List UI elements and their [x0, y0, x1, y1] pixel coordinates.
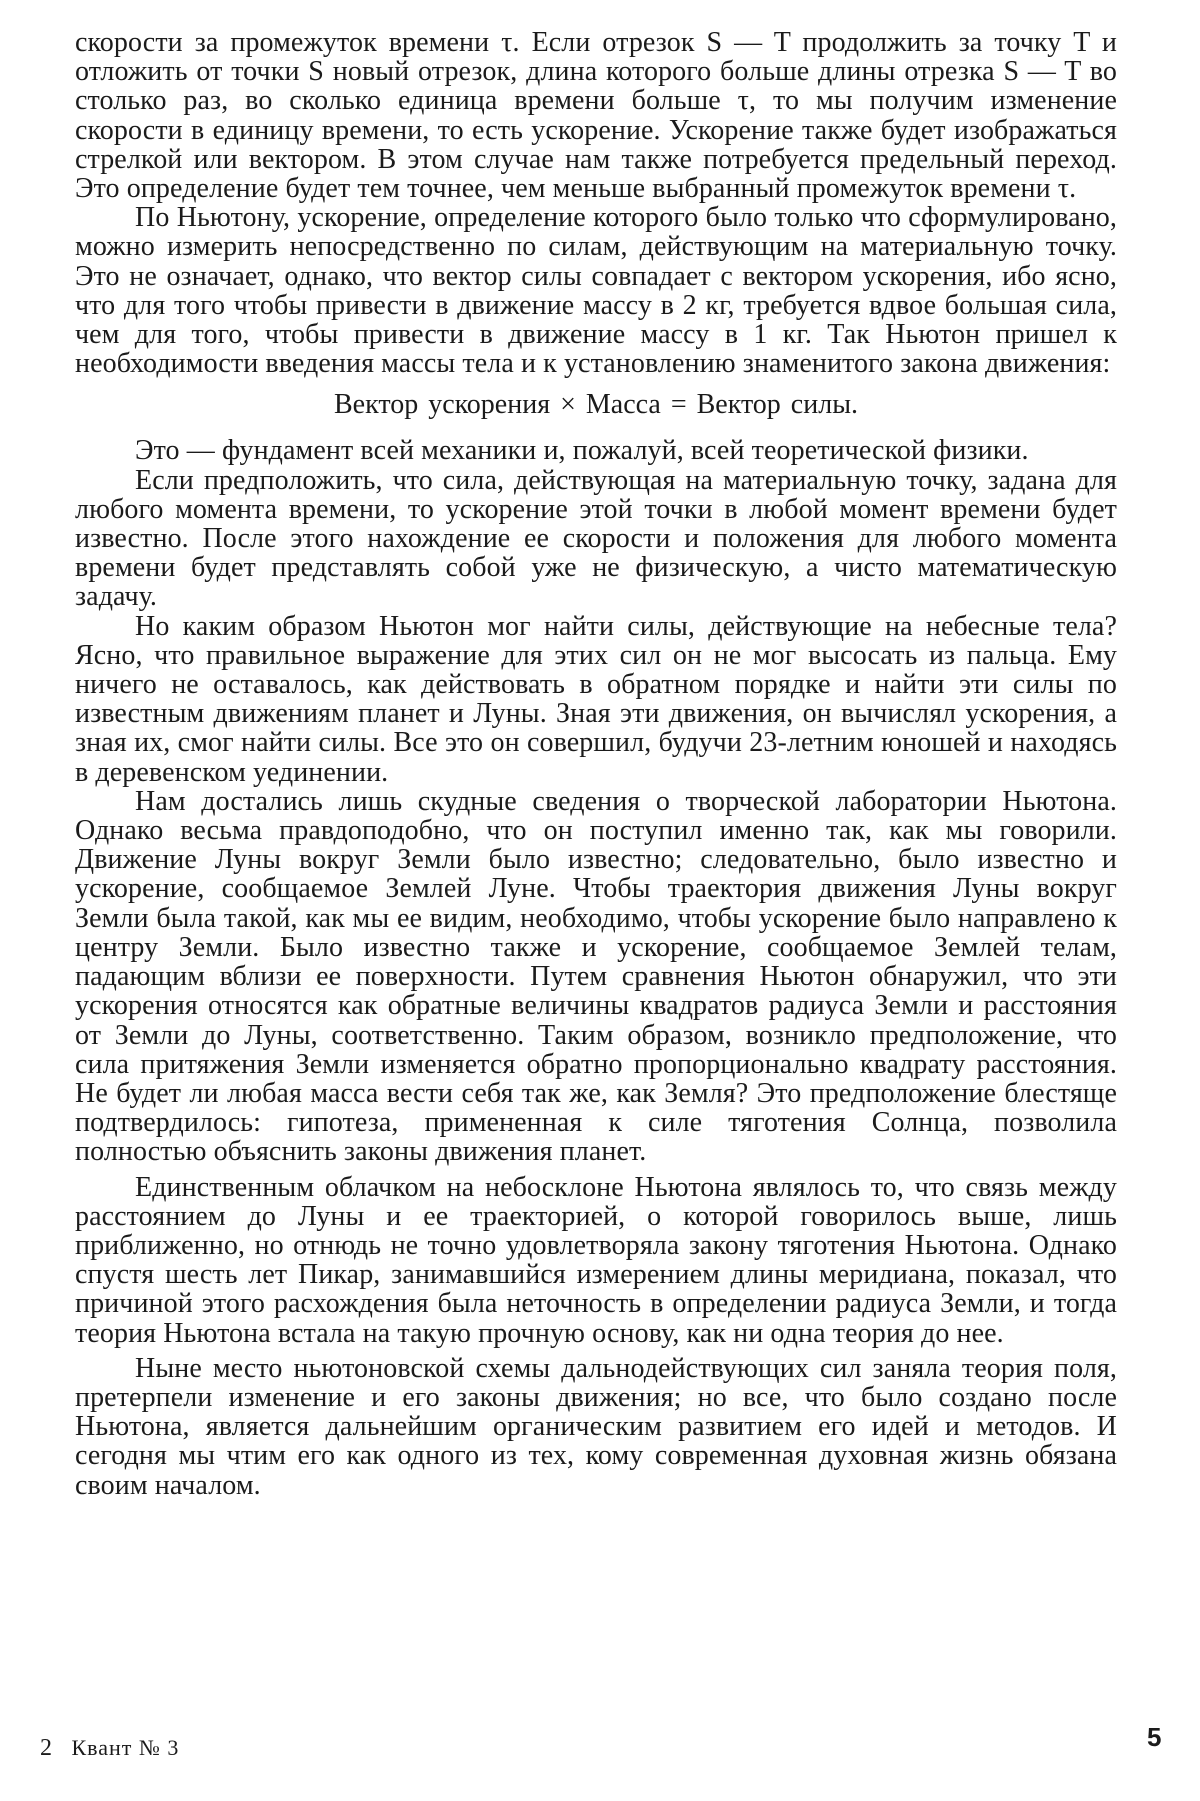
- formula-law-of-motion: Вектор ускорения × Масса = Вектор силы.: [333, 389, 859, 421]
- page-number: 5: [1147, 1722, 1162, 1752]
- paragraph-1: скорости за промежуток времени τ. Если отрезок S — T продолжить за точку T и отложить от точки S новый отрезок, длина которого больше длины отрезка S — T во столько раз, во сколько единица времени больше τ, то мы получим изменение скорости в единицу времени, то есть ускорение. Ускорение также будет изображаться стрелкой или вектором. В этом случае нам также потребуется предельный переход. Это определение будет тем точнее, чем меньше выбранный промежуток времени τ.: [75, 27, 1117, 205]
- paragraph-4: Если предположить, что сила, действующая на материальную точку, задана для любого момента времени, то ускорение этой точки в любой момент времени будет известно. После этого нахождение ее скорости и положения для любого момента времени будет представлять собой уже не физическую, а чисто математическую задачу.: [75, 464, 1117, 613]
- page-body: [75, 28, 1117, 1500]
- paragraph-2: По Ньютону, ускорение, определение которого было только что сформулировано, можно измерить непосредственно по силам, действующим на материальную точку. Это не означает, однако, что вектор силы совпадает с вектором ускорения, ибо ясно, что для того чтобы привести в движение массу в 2 кг, требуется вдвое большая сила, чем для того, чтобы привести в движение массу в 1 кг. Так Ньютон пришел к необходимости введения массы тела и к установлению знаменитого закона движения:: [75, 202, 1117, 380]
- signature-number: 2: [40, 1735, 52, 1761]
- paragraph-3: Это — фундамент всей механики и, пожалуй, всей теоретической физики.: [135, 435, 1029, 467]
- signature-text: Квант № 3: [71, 1735, 180, 1760]
- paragraph-6: Нам достались лишь скудные сведения о творческой лаборатории Ньютона. Однако весьма правдоподобно, что он поступил именно так, как мы говорили. Движение Луны вокруг Земли было известно; следовательно, было известно и ускорение, сообщаемое Землей Луне. Чтобы траектория движения Луны вокруг Земли была такой, как мы ее видим, необходимо, чтобы ускорение было направлено к центру Земли. Было известно также и ускорение, сообщаемое Землей телам, падающим вблизи ее поверхности. Путем сравнения Ньютон обнаружил, что эти ускорения относятся как обратные величины квадратов радиуса Земли и расстояния от Земли до Луны, соответственно. Таким образом, возникло предположение, что сила притяжения Земли изменяется обратно пропорционально квадрату расстояния. Не будет ли любая масса вести себя так же, как Земля? Это предположение блестяще подтвердилось: гипотеза, примененная к силе тяготения Солнца, позволила полностью объяснить законы движения планет.: [75, 785, 1117, 1168]
- paragraph-7: Единственным облачком на небосклоне Ньютона являлось то, что связь между расстоянием до Луны и ее траекторией, о которой говорилось выше, лишь приближенно, но отнюдь не точно удовлетворяла закону тяготения Ньютона. Однако спустя шесть лет Пикар, занимавшийся измерением длины меридиана, показал, что причиной этого расхождения была неточность в определении радиуса Земли, и тогда теория Ньютона встала на такую прочную основу, как ни одна теория до нее.: [75, 1171, 1117, 1349]
- paragraph-5: Но каким образом Ньютон мог найти силы, действующие на небесные тела? Ясно, что правильное выражение для этих сил он не мог высосать из пальца. Ему ничего не оставалось, как действовать в обратном порядке и найти эти силы по известным движениям планет и Луны. Зная эти движения, он вычислял ускорения, а зная их, смог найти силы. Все это он совершил, будучи 23-летним юношей и находясь в деревенском уединении.: [75, 610, 1117, 788]
- printer-signature: [40, 1735, 179, 1762]
- paragraph-8: Ныне место ньютоновской схемы дальнодействующих сил заняла теория поля, претерпели изменение и его законы движения; но все, что было создано после Ньютона, является дальнейшим органическим развитием его идей и методов. И сегодня мы чтим его как одного из тех, кому современная духовная жизнь обязана своим началом.: [75, 1352, 1117, 1501]
